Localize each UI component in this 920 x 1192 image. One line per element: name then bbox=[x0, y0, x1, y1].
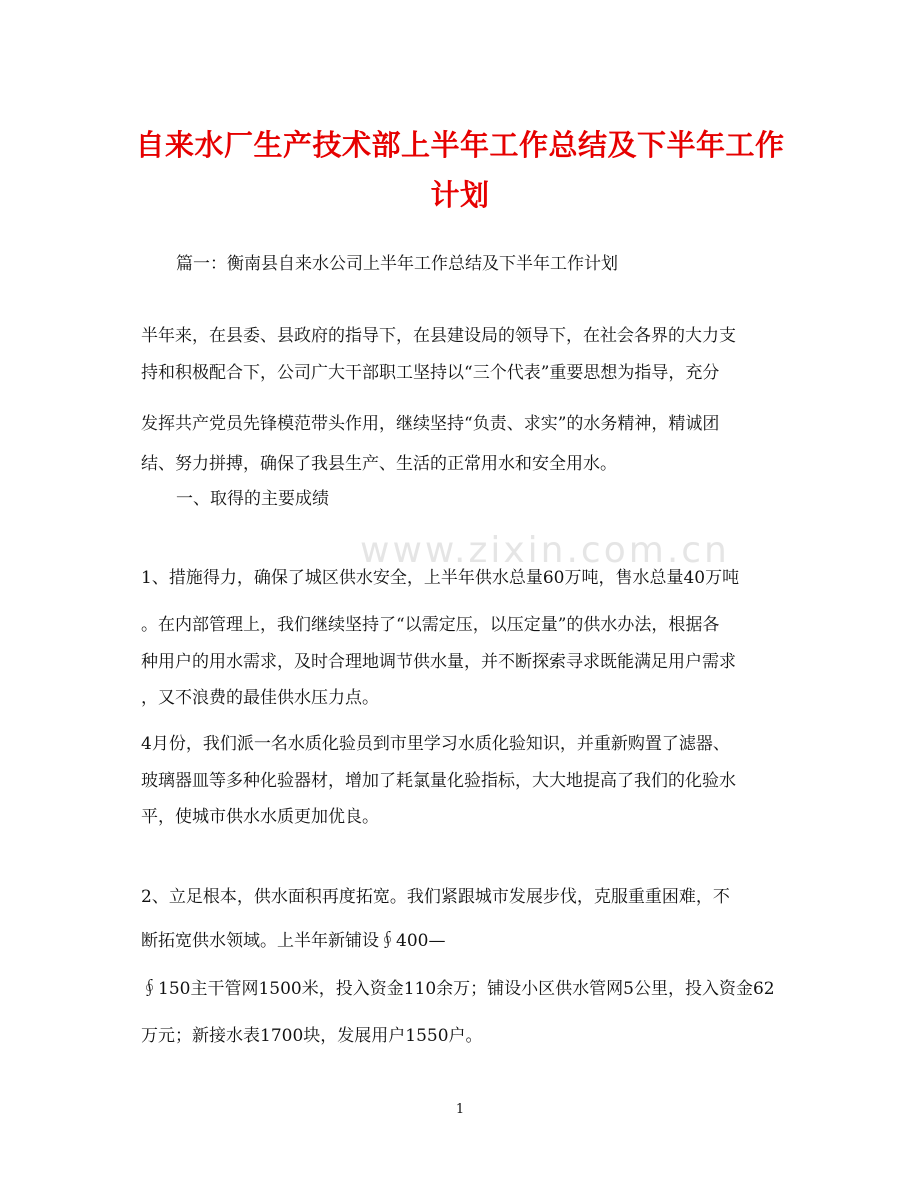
intro-line-3: 发挥共产党员先锋模范带头作用，继续坚持“负责、求实”的水务精神，精诚团 bbox=[141, 414, 720, 434]
subtitle-line: 篇一：衡南县自来水公司上半年工作总结及下半年工作计划 bbox=[176, 254, 618, 274]
point2-line-2: 断拓宽供水领域。上半年新铺设∮400— bbox=[141, 931, 446, 951]
watermark-text: www.zixin.com.cn bbox=[360, 530, 730, 571]
intro-line-1: 半年来，在县委、县政府的指导下，在县建设局的领导下，在社会各界的大力支 bbox=[141, 326, 736, 346]
intro-line-4: 结、努力拼搏，确保了我县生产、生活的正常用水和安全用水。 bbox=[141, 454, 617, 474]
intro-line-2: 持和积极配合下，公司广大干部职工坚持以“三个代表”重要思想为指导，充分 bbox=[141, 363, 720, 383]
point2-line-4: 万元；新接水表1700块，发展用户1550户。 bbox=[141, 1026, 483, 1046]
page-number: 1 bbox=[455, 1102, 465, 1117]
document-title: 自来水厂生产技术部上半年工作总结及下半年工作计划 bbox=[135, 128, 785, 212]
point2-line-1: 2、立足根本，供水面积再度拓宽。我们紧跟城市发展步伐，克服重重困难，不 bbox=[141, 887, 730, 907]
point1-line-4: ，又不浪费的最佳供水压力点。 bbox=[141, 688, 379, 708]
point1-line-2: 。在内部管理上，我们继续坚持了“以需定压，以压定量”的供水办法，根据各 bbox=[141, 615, 720, 635]
point2-line-3: ∮150主干管网1500米，投入资金110余万；铺设小区供水管网5公里，投入资金62 bbox=[141, 979, 775, 999]
point1-line-1: 1、措施得力，确保了城区供水安全，上半年供水总量60万吨，售水总量40万吨 bbox=[141, 568, 740, 588]
section-heading: 一、取得的主要成绩 bbox=[176, 489, 329, 509]
point1-extra-line-1: 4月份，我们派一名水质化验员到市里学习水质化验知识，并重新购置了滤器、 bbox=[141, 734, 730, 754]
point1-line-3: 种用户的用水需求，及时合理地调节供水量，并不断探索寻求既能满足用户需求 bbox=[141, 652, 736, 672]
point1-extra-line-3: 平，使城市供水水质更加优良。 bbox=[141, 807, 379, 827]
point1-extra-line-2: 玻璃器皿等多种化验器材，增加了耗氯量化验指标，大大地提高了我们的化验水 bbox=[141, 771, 736, 791]
